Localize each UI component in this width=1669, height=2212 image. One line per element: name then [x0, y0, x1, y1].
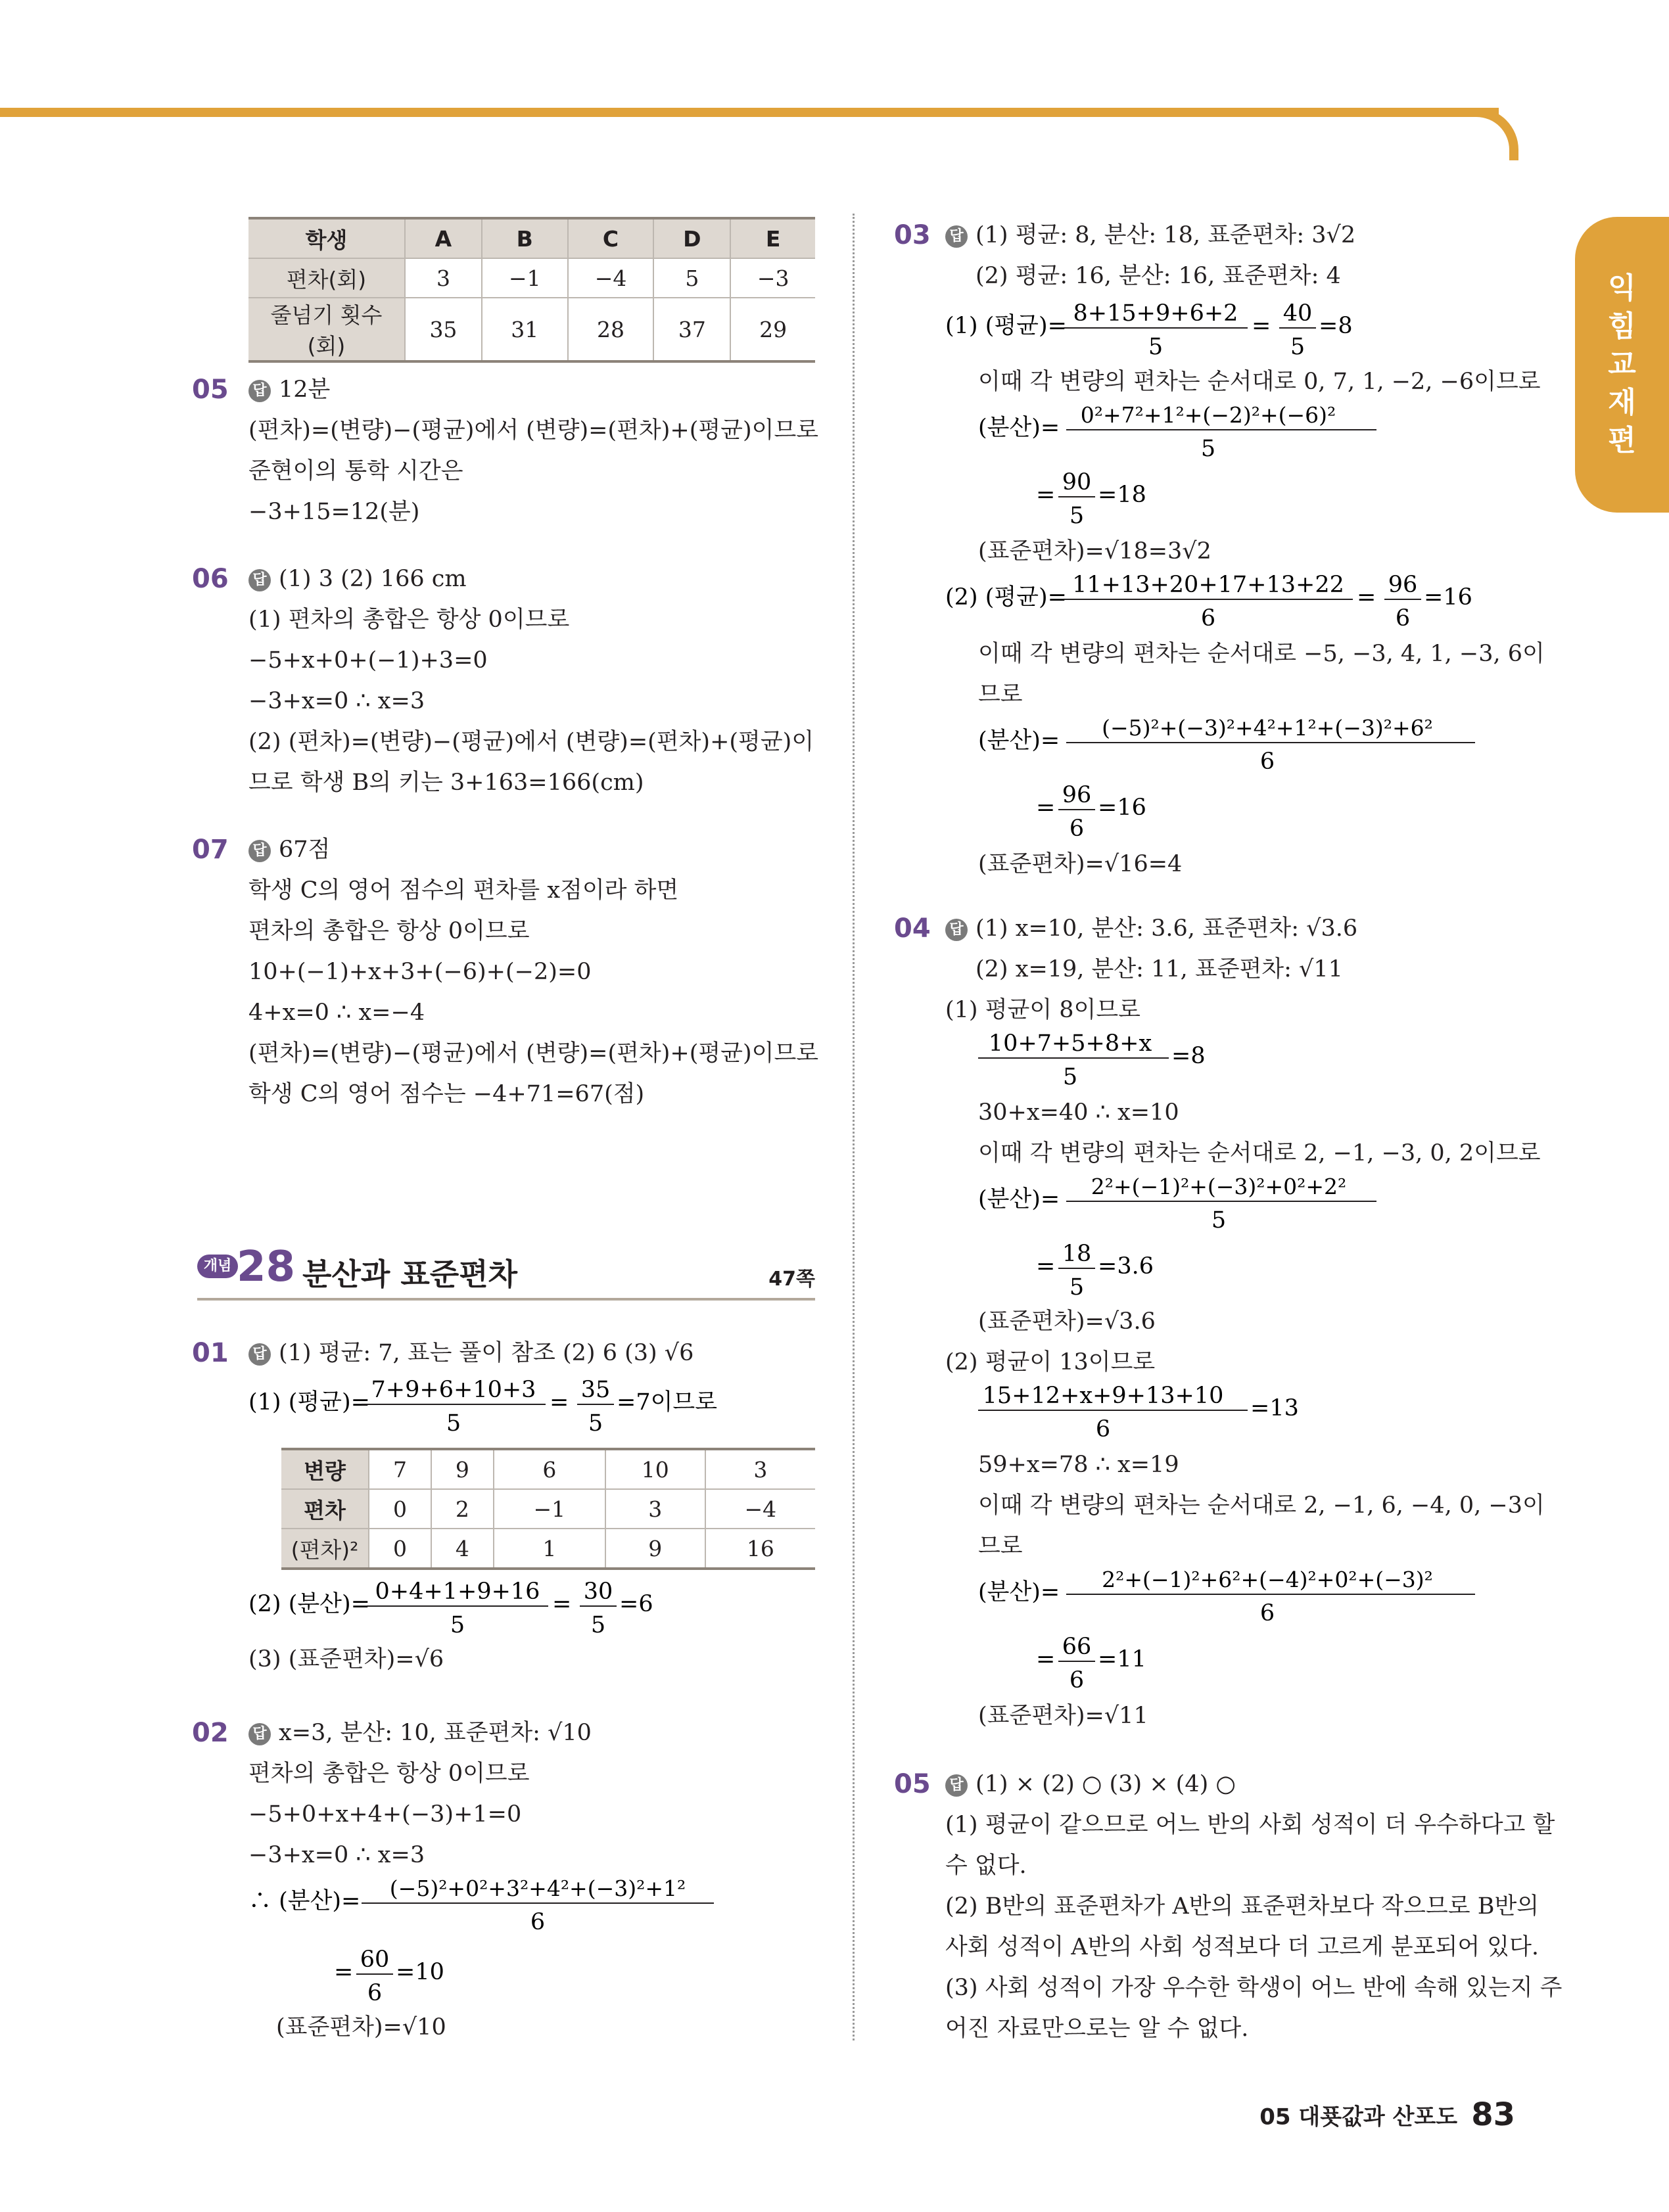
fraction-numerator: 90 [1062, 469, 1092, 495]
eq-prefix: (1) (평균)= [248, 1389, 370, 1416]
problem-number: 04 [894, 913, 931, 944]
fraction-numerator: (−5)²+(−3)²+4²+1²+(−3)²+6² [1102, 715, 1433, 741]
fraction-line [248, 1577, 722, 1651]
fraction-numerator: 11+13+20+17+13+22 [1072, 572, 1344, 598]
fraction-numerator: 0+4+1+9+16 [375, 1578, 540, 1605]
table-cell: −4 [705, 1489, 815, 1529]
solution-line: (1) 평균이 같으므로 어느 반의 사회 성적이 더 우수하다고 할 [945, 1812, 1555, 1838]
eq-suffix: =10 [396, 1959, 444, 1985]
answer-badge: 답 [248, 840, 271, 862]
chapter-label: 05 대푯값과 산포도 [1259, 2104, 1458, 2131]
fraction-numerator: 35 [580, 1377, 611, 1403]
table-cell: 4 [431, 1529, 494, 1569]
table-cell: (편차)² [281, 1529, 369, 1569]
fraction-line [945, 570, 1471, 644]
solution-line: (2) (편차)=(변량)−(평균)에서 (변량)=(편차)+(평균)이 [248, 729, 814, 755]
answer-text: 12분 [279, 377, 331, 403]
table-cell: 31 [482, 298, 568, 361]
solution-line: (1) 평균이 8이므로 [945, 997, 1140, 1023]
variance-result [334, 1945, 531, 2011]
table-cell: 9 [431, 1449, 494, 1489]
mean-equation [945, 570, 1471, 636]
table-cell: 편차 [281, 1489, 369, 1529]
table-cell: 5 [653, 258, 730, 298]
eq-suffix: =13 [1250, 1395, 1299, 1421]
variance-equation [248, 1874, 774, 1940]
table-cell: 37 [653, 298, 730, 361]
solution-line: 학생 C의 영어 점수의 편차를 x점이라 하면 [248, 877, 679, 904]
fraction-numerator: 2²+(−1)²+(−3)²+0²+2² [1091, 1174, 1347, 1199]
solution-line: −5+0+x+4+(−3)+1=0 [248, 1801, 522, 1828]
variance-equation [978, 1172, 1438, 1238]
answer-text: (1) x=10, 분산: 3.6, 표준편차: √3.6 [976, 915, 1358, 942]
answer-line [248, 835, 330, 865]
answer-line [248, 1718, 592, 1748]
problem-number: 03 [894, 220, 931, 250]
table-cell: 7 [369, 1449, 431, 1489]
table-cell: D [653, 218, 730, 258]
fraction-line [978, 401, 1438, 474]
mean-equation [978, 1381, 1373, 1447]
solution-line: 준현이의 통학 시간은 [248, 458, 463, 484]
variance-equation [978, 401, 1438, 467]
answer-line [945, 1769, 1236, 1799]
answer-badge: 답 [248, 1343, 271, 1366]
table-cell: 28 [568, 298, 654, 361]
mean-equation [978, 1029, 1307, 1095]
table-cell: C [568, 218, 654, 258]
mean-equation [248, 1375, 722, 1441]
answer-line [248, 1338, 693, 1368]
solution-line: (표준편차)=√3.6 [978, 1308, 1156, 1335]
fraction-denominator: 5 [446, 1410, 461, 1437]
variance-equation [978, 714, 1504, 779]
table-cell: 16 [705, 1529, 815, 1569]
solution-line: (3) 사회 성적이 가장 우수한 학생이 어느 반에 속해 있는지 주 [945, 1975, 1563, 2001]
eq-prefix: (분산)= [978, 1186, 1060, 1212]
fraction-numerator: 2²+(−1)²+6²+(−4)²+0²+(−3)² [1102, 1567, 1433, 1592]
variance-equation [248, 1577, 722, 1643]
table-cell: 6 [494, 1449, 605, 1489]
answer-badge: 답 [945, 225, 968, 248]
fraction-line [1036, 468, 1233, 541]
eq-suffix: =6 [619, 1591, 653, 1617]
solution-line: (2) B반의 표준편차가 A반의 표준편차보다 작으므로 B반의 [945, 1893, 1540, 1920]
table-cell: 3 [405, 258, 482, 298]
fraction-line [334, 1945, 531, 2019]
solution-line: 편차의 총합은 항상 0이므로 [248, 918, 530, 944]
top-accent-bar [0, 108, 1499, 117]
fraction-numerator: 7+9+6+10+3 [371, 1377, 536, 1403]
svg-text:=: = [1036, 795, 1056, 821]
fraction-denominator: 6 [1095, 1416, 1111, 1442]
fraction-numerator: 66 [1062, 1634, 1092, 1660]
fraction-denominator: 5 [590, 1612, 606, 1638]
solution-line: 어진 자료만으로는 알 수 없다. [945, 2016, 1249, 2042]
solution-line: 4+x=0 ∴ x=−4 [248, 1000, 425, 1026]
table-cell: 9 [605, 1529, 705, 1569]
eq-equal: = [1252, 313, 1271, 339]
problem-number: 07 [192, 835, 229, 865]
fraction-numerator: 40 [1282, 300, 1313, 327]
fraction-denominator: 5 [1200, 436, 1216, 462]
table-cell: A [405, 218, 482, 258]
fraction-line [978, 1381, 1373, 1455]
fraction-denominator: 6 [367, 1980, 383, 2006]
answer-line: (2) 평균: 16, 분산: 16, 표준편차: 4 [976, 263, 1341, 289]
eq-equal: = [1357, 584, 1376, 611]
answer-text: (1) 평균: 8, 분산: 18, 표준편차: 3√2 [976, 222, 1356, 248]
solution-line: −3+x=0 ∴ x=3 [248, 688, 425, 714]
solution-line: 므로 [978, 1533, 1023, 1559]
table-cell: 1 [494, 1529, 605, 1569]
eq-prefix: (2) (분산)= [248, 1591, 370, 1617]
table-cell: E [730, 218, 815, 258]
fraction-denominator: 6 [1259, 1600, 1275, 1626]
fraction-line [978, 1565, 1504, 1639]
eq-suffix: =8 [1171, 1043, 1206, 1069]
table-cell: −4 [568, 258, 654, 298]
eq-prefix: (분산)= [978, 415, 1060, 441]
fraction-denominator: 5 [1211, 1207, 1227, 1233]
section-badge: 개념 [197, 1255, 238, 1278]
table-cell: 10 [605, 1449, 705, 1489]
side-tab [1575, 217, 1669, 513]
fraction-line [978, 1172, 1438, 1246]
solution-line: 이때 각 변량의 편차는 순서대로 −5, −3, 4, 1, −3, 6이 [978, 641, 1545, 667]
solution-line: (편차)=(변량)−(평균)에서 (변량)=(편차)+(평균)이므로 [248, 1040, 819, 1067]
solution-line: −3+x=0 ∴ x=3 [248, 1842, 425, 1868]
fraction-denominator: 5 [1069, 1274, 1085, 1301]
eq-suffix: =8 [1319, 313, 1353, 339]
fraction-denominator: 5 [1290, 334, 1305, 360]
table-cell: 35 [405, 298, 482, 361]
side-tab-char: 힘 [1608, 310, 1636, 343]
fraction-denominator: 5 [450, 1612, 465, 1638]
fraction-line [1036, 1632, 1233, 1706]
problem-number: 05 [894, 1769, 931, 1799]
problem-number: 05 [192, 375, 229, 405]
fraction-line [1036, 1239, 1246, 1313]
fraction-line [248, 1375, 722, 1449]
answer-line [248, 564, 467, 594]
solution-line: 이때 각 변량의 편차는 순서대로 0, 7, 1, −2, −6이므로 [978, 369, 1541, 395]
table-cell: 3 [705, 1449, 815, 1489]
answer-line [945, 220, 1355, 250]
table-cell: 0 [369, 1529, 431, 1569]
fraction-line [978, 1029, 1307, 1103]
fraction-denominator: 6 [1069, 1667, 1085, 1694]
table-cell: 줄넘기 횟수(회) [248, 298, 405, 361]
eq-suffix: =7이므로 [617, 1389, 718, 1416]
variance-equation [978, 1565, 1504, 1631]
solution-line: 이때 각 변량의 편차는 순서대로 2, −1, 6, −4, 0, −3이 [978, 1492, 1545, 1519]
fraction-line [945, 299, 1405, 373]
solution-line: 편차의 총합은 항상 0이므로 [248, 1761, 530, 1787]
side-tab-char: 교 [1608, 348, 1636, 381]
table-cell: 2 [431, 1489, 494, 1529]
solution-line: −3+15=12(분) [248, 499, 420, 525]
side-tab-char: 익 [1608, 271, 1636, 305]
problem-number: 01 [192, 1338, 229, 1368]
eq-prefix: (2) (평균)= [945, 584, 1067, 611]
section-number: 28 [237, 1243, 296, 1291]
fraction-numerator: 60 [360, 1947, 390, 1973]
solution-line: 수 없다. [945, 1853, 1027, 1879]
fraction-numerator: 8+15+9+6+2 [1073, 300, 1238, 327]
fraction-numerator: 15+12+x+9+13+10 [982, 1383, 1224, 1409]
fraction-line [978, 714, 1504, 787]
solution-line: 사회 성적이 A반의 사회 성적보다 더 고르게 분포되어 있다. [945, 1934, 1540, 1960]
fraction-line [248, 1874, 774, 1948]
variance-result [1036, 781, 1233, 846]
page-number: 83 [1471, 2096, 1515, 2133]
fraction-numerator: 10+7+5+8+x [988, 1030, 1152, 1057]
solution-line: 59+x=78 ∴ x=19 [978, 1452, 1179, 1478]
eq-prefix: (분산)= [978, 727, 1060, 754]
answer-line [248, 375, 330, 405]
solution-line: 므로 [978, 681, 1023, 708]
fraction-denominator: 6 [1395, 605, 1411, 632]
column-divider [853, 214, 855, 2040]
solution-line: (1) 편차의 총합은 항상 0이므로 [248, 607, 570, 633]
solution-line: (3) (표준편차)=√6 [248, 1646, 444, 1672]
top-accent-curve [1446, 108, 1518, 160]
eq-suffix: =11 [1098, 1646, 1146, 1672]
variance-result [1036, 1239, 1246, 1305]
fraction-denominator: 5 [588, 1410, 603, 1437]
table-cell: 편차(회) [248, 258, 405, 298]
eq-prefix: (분산)= [978, 1579, 1060, 1605]
solution-line: (편차)=(변량)−(평균)에서 (변량)=(편차)+(평균)이므로 [248, 417, 819, 444]
answer-text: 67점 [279, 837, 331, 863]
fraction-denominator: 5 [1069, 503, 1085, 529]
eq-prefix: (1) (평균)= [945, 313, 1067, 339]
fraction-numerator: 96 [1388, 572, 1418, 598]
eq-equal: = [550, 1389, 569, 1416]
fraction-denominator: 5 [1062, 1064, 1078, 1090]
table-cell: 변량 [281, 1449, 369, 1489]
solution-line: (표준편차)=√11 [978, 1703, 1148, 1729]
eq-suffix: =3.6 [1098, 1253, 1154, 1279]
table-cell: 0 [369, 1489, 431, 1529]
deviation-square-table [281, 1448, 815, 1570]
student-deviation-table [248, 217, 815, 363]
eq-equal: = [552, 1591, 572, 1617]
section-header [197, 1245, 815, 1301]
solution-line: (2) 평균이 13이므로 [945, 1349, 1156, 1375]
svg-text:=: = [1036, 1253, 1056, 1279]
section-page-ref: 47쪽 [768, 1268, 815, 1291]
fraction-numerator: 96 [1062, 782, 1092, 808]
fraction-numerator: 30 [583, 1578, 613, 1605]
fraction-denominator: 6 [1200, 605, 1216, 632]
table-cell: 29 [730, 298, 815, 361]
solution-line: −5+x+0+(−1)+3=0 [248, 647, 488, 674]
answer-badge: 답 [248, 380, 271, 402]
eq-prefix: = [334, 1959, 354, 1985]
problem-number: 06 [192, 564, 229, 594]
answer-text: x=3, 분산: 10, 표준편차: √10 [279, 1720, 592, 1746]
fraction-denominator: 6 [530, 1909, 546, 1935]
answer-text: (1) 3 (2) 166 cm [279, 566, 467, 592]
solution-line: 학생 C의 영어 점수는 −4+71=67(점) [248, 1081, 645, 1107]
answer-text: (1) × (2) ○ (3) × (4) ○ [976, 1771, 1236, 1797]
solution-line: 10+(−1)+x+3+(−6)+(−2)=0 [248, 959, 592, 985]
variance-result [1036, 1632, 1233, 1698]
table-cell: −1 [482, 258, 568, 298]
fraction-numerator: 0²+7²+1²+(−2)²+(−6)² [1080, 402, 1336, 428]
fraction-denominator: 5 [1148, 334, 1164, 360]
problem-number: 02 [192, 1718, 229, 1748]
fraction-denominator: 6 [1259, 749, 1275, 775]
solution-line: (표준편차)=√18=3√2 [978, 538, 1211, 565]
solution-line: 30+x=40 ∴ x=10 [978, 1099, 1179, 1126]
answer-text: (1) 평균: 7, 표는 풀이 참조 (2) 6 (3) √6 [279, 1340, 694, 1366]
fraction-denominator: 6 [1069, 816, 1085, 842]
answer-line [945, 913, 1357, 944]
solution-line: (표준편차)=√10 [276, 2014, 446, 2040]
solution-line: 이때 각 변량의 편차는 순서대로 2, −1, −3, 0, 2이므로 [978, 1140, 1541, 1166]
answer-badge: 답 [945, 919, 968, 941]
svg-text:=: = [1036, 1646, 1056, 1672]
page-footer [1259, 2096, 1515, 2133]
solution-line: (표준편차)=√16=4 [978, 851, 1183, 877]
answer-badge: 답 [248, 1723, 271, 1745]
svg-text:=: = [1036, 482, 1056, 508]
table-cell: 3 [605, 1489, 705, 1529]
fraction-numerator: (−5)²+0²+3²+4²+(−3)²+1² [389, 1876, 686, 1901]
eq-suffix: =16 [1424, 584, 1472, 611]
answer-line: (2) x=19, 분산: 11, 표준편차: √11 [976, 956, 1343, 982]
side-tab-char: 편 [1608, 424, 1636, 457]
variance-result [1036, 468, 1233, 534]
eq-prefix: ∴ (분산)= [248, 1888, 361, 1914]
table-cell: −3 [730, 258, 815, 298]
eq-suffix: =16 [1098, 795, 1146, 821]
section-title: 분산과 표준편차 [302, 1256, 518, 1292]
side-tab-char: 재 [1608, 386, 1636, 419]
table-cell: 학생 [248, 218, 405, 258]
table-cell: −1 [494, 1489, 605, 1529]
answer-badge: 답 [945, 1774, 968, 1797]
eq-suffix: =18 [1098, 482, 1146, 508]
table-cell: B [482, 218, 568, 258]
solution-line: 므로 학생 B의 키는 3+163=166(cm) [248, 770, 644, 796]
fraction-line [1036, 781, 1233, 854]
answer-badge: 답 [248, 569, 271, 591]
mean-equation [945, 299, 1405, 365]
fraction-numerator: 18 [1062, 1241, 1092, 1267]
